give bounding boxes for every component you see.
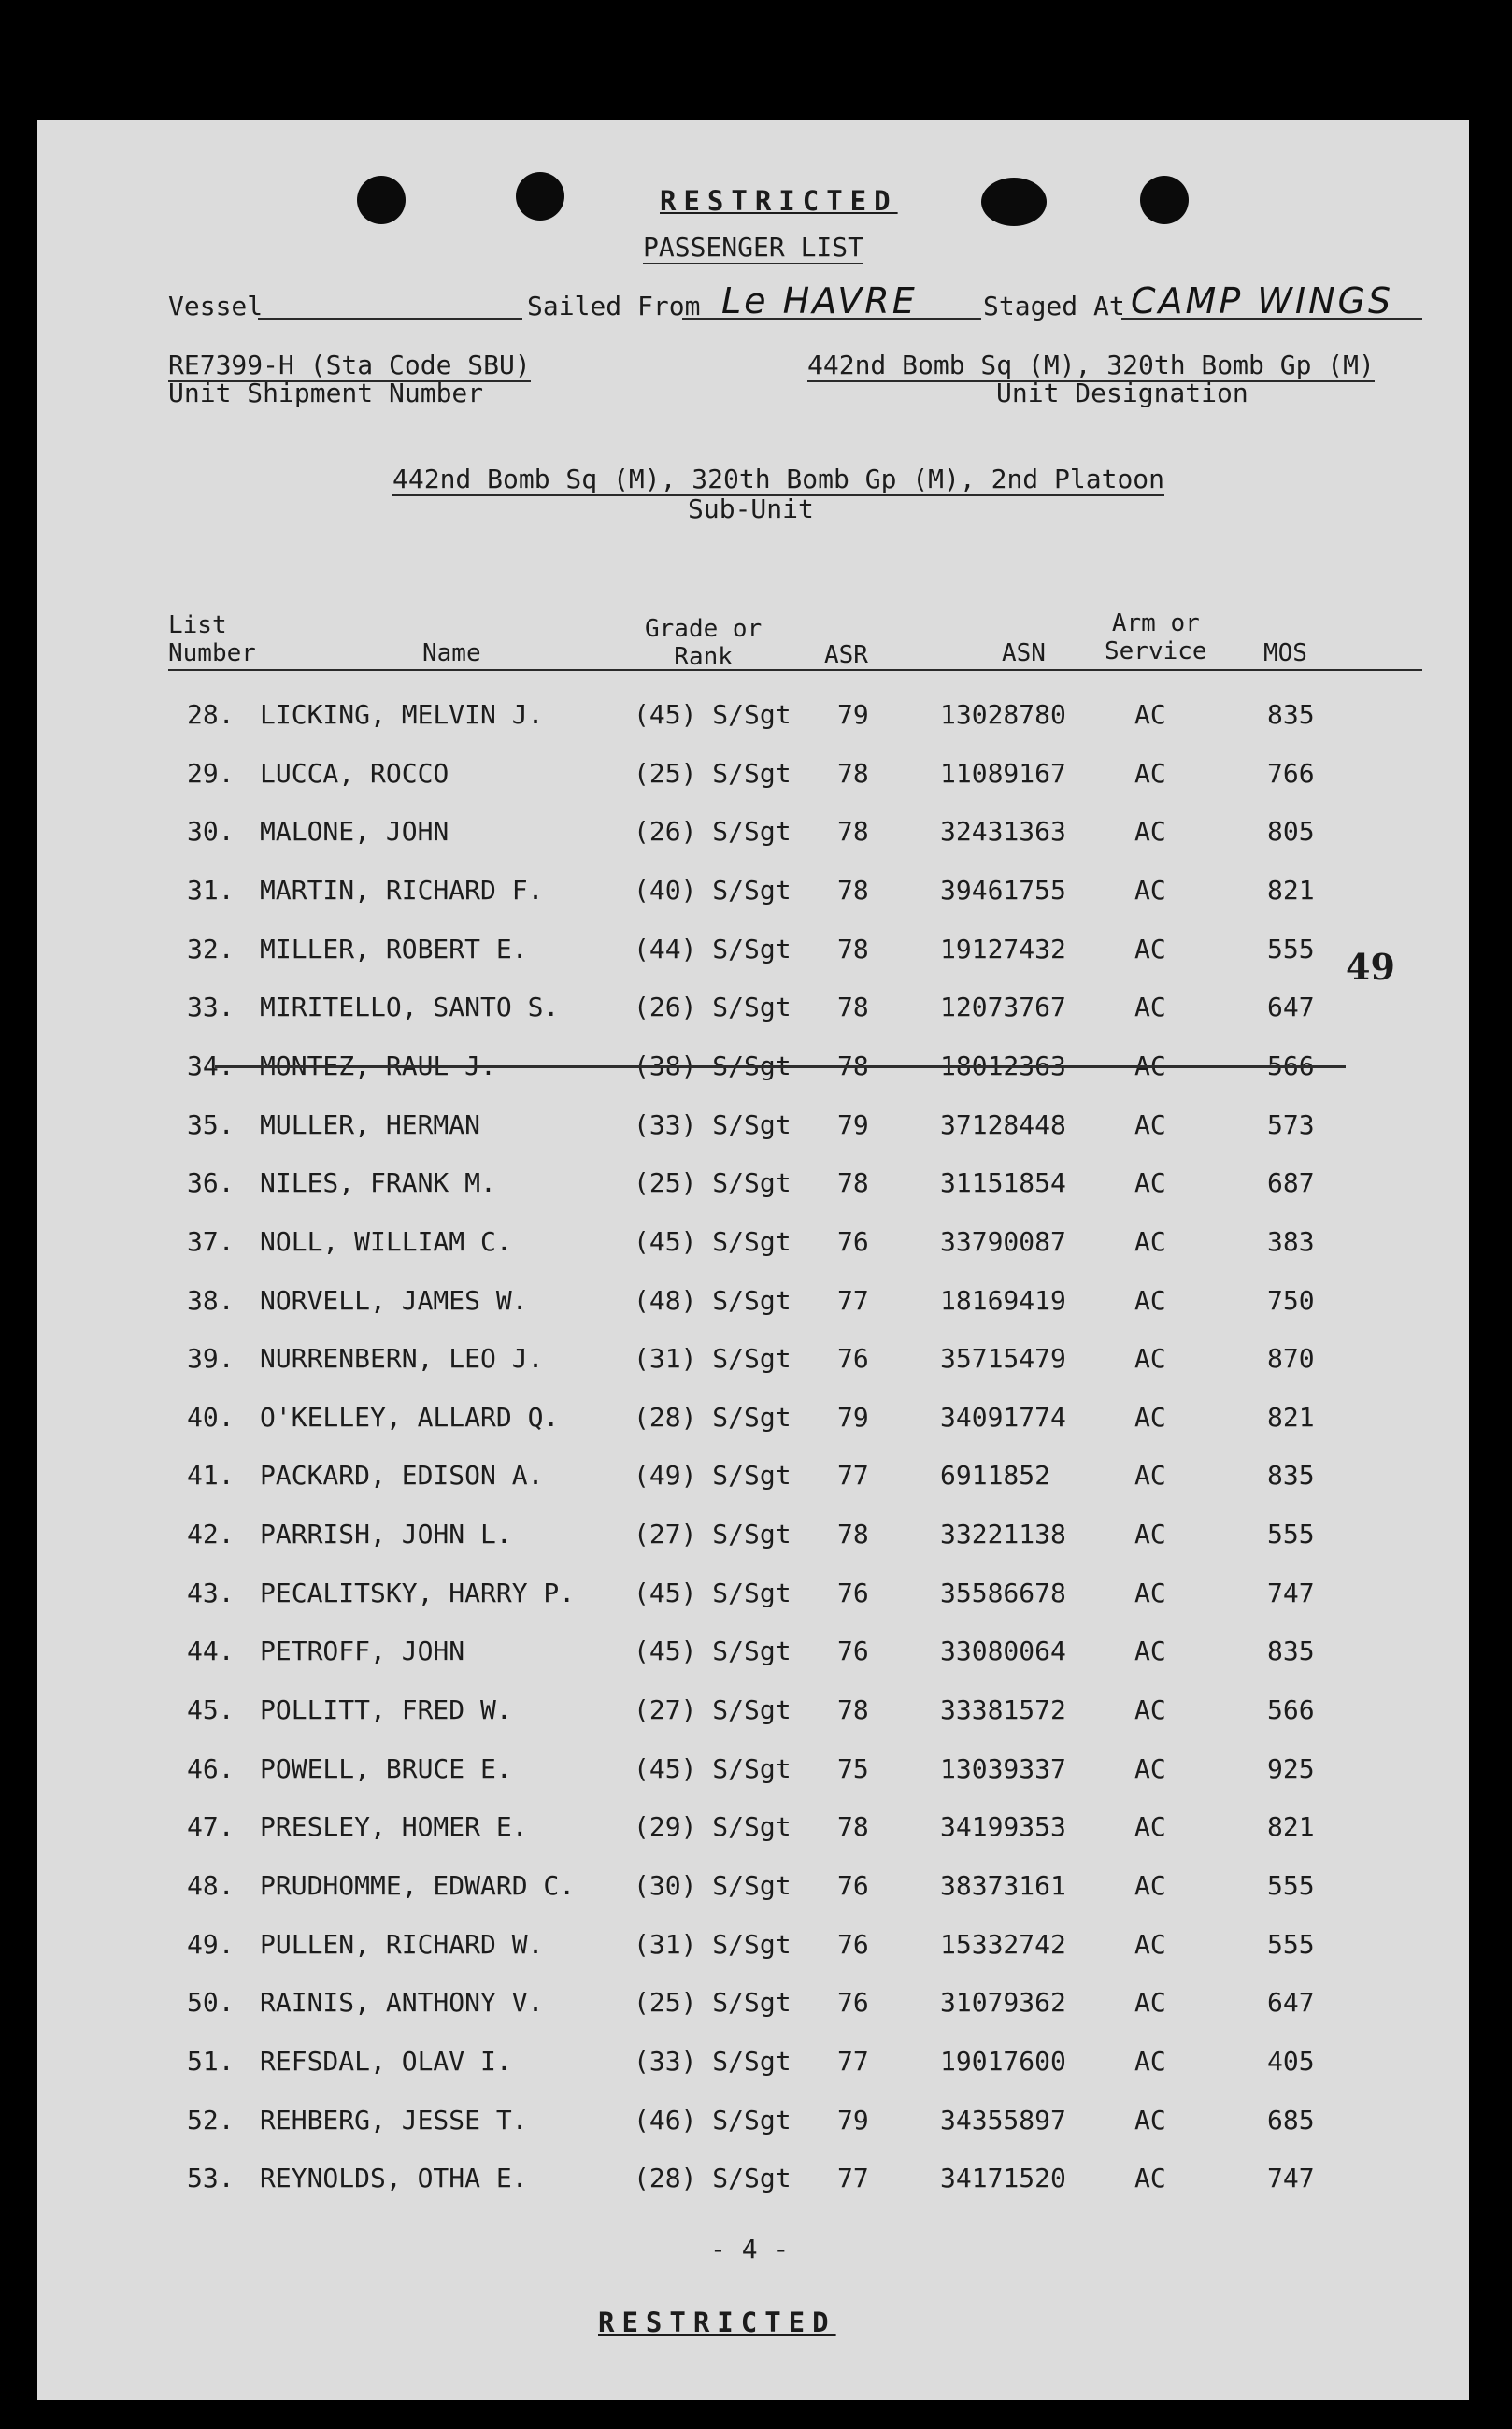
arm-service-value: AC [1134,2163,1166,2194]
asr-value: 77 [837,2163,869,2194]
table-row [37,1402,1469,1439]
asn-value: 32431363 [940,816,1066,848]
asr-value: 76 [837,1636,869,1667]
list-number: 50. [187,1987,235,2019]
arm-service-value: AC [1134,1519,1166,1550]
asn-value: 19017600 [940,2045,1066,2077]
restricted-header: RESTRICTED [660,185,898,217]
col-grade-line1: Grade or [645,615,763,643]
mos-value: 685 [1267,2104,1315,2136]
grade-rank: (29) S/Sgt [634,1811,792,1843]
sailed-from-value: Le HAVRE [721,280,918,321]
asr-value: 77 [837,1460,869,1492]
col-arm-service [1105,609,1207,665]
arm-service-value: AC [1134,1694,1166,1726]
passenger-name: NURRENBERN, LEO J. [260,1343,544,1375]
asn-value: 18169419 [940,1284,1066,1316]
grade-rank: (31) S/Sgt [634,1928,792,1960]
passenger-name: LICKING, MELVIN J. [260,699,544,730]
grade-rank: (25) S/Sgt [634,757,792,789]
grade-rank: (27) S/Sgt [634,1519,792,1550]
asn-value: 12073767 [940,992,1066,1023]
mos-value: 805 [1267,816,1315,848]
list-number: 35. [187,1108,235,1140]
table-row [37,1753,1469,1791]
list-number: 42. [187,1519,235,1550]
passenger-name: PARRISH, JOHN L. [260,1519,512,1550]
col-grade [645,615,762,671]
asr-value: 78 [837,1519,869,1550]
asr-value: 79 [837,1108,869,1140]
passenger-name: NILES, FRANK M. [260,1167,496,1199]
asr-value: 76 [837,1225,869,1257]
arm-service-value: AC [1134,1167,1166,1199]
passenger-name: PRESLEY, HOMER E. [260,1811,528,1843]
mos-value: 555 [1267,1870,1315,1901]
table-row [37,992,1469,1029]
sailed-from-label: Sailed From [527,291,701,321]
list-number: 41. [187,1460,235,1492]
grade-rank: (33) S/Sgt [634,2045,792,2077]
vessel-value-line [258,318,522,320]
passenger-name: PULLEN, RICHARD W. [260,1928,544,1960]
col-asr: ASR [824,641,868,669]
mos-value: 835 [1267,699,1315,730]
sub-unit: 442nd Bomb Sq (M), 320th Bomb Gp (M), 2nd Platoon [392,464,1165,494]
asr-value: 78 [837,933,869,964]
passenger-name: RAINIS, ANTHONY V. [260,1987,544,2019]
asn-value: 19127432 [940,933,1066,964]
asr-value: 76 [837,1577,869,1608]
arm-service-value: AC [1134,2045,1166,2077]
asr-value: 78 [837,1694,869,1726]
mos-value: 766 [1267,757,1315,789]
table-row [37,1050,1469,1088]
list-number: 38. [187,1284,235,1316]
table-row [37,1987,1469,2024]
list-number: 40. [187,1401,235,1433]
sub-unit-label: Sub-Unit [688,493,814,524]
grade-rank: (40) S/Sgt [634,874,792,906]
passenger-name: POLLITT, FRED W. [260,1694,512,1726]
passenger-name: O'KELLEY, ALLARD Q. [260,1401,560,1433]
asr-value: 76 [837,1987,869,2019]
asn-value: 34091774 [940,1401,1066,1433]
mos-value: 835 [1267,1636,1315,1667]
arm-service-value: AC [1134,1987,1166,2019]
arm-service-value: AC [1134,1225,1166,1257]
list-number: 34. [187,1050,235,1081]
asn-value: 33790087 [940,1225,1066,1257]
mos-value: 747 [1267,2163,1315,2194]
punch-hole-1 [357,176,406,224]
asn-value: 35715479 [940,1343,1066,1375]
passenger-name: NORVELL, JAMES W. [260,1284,528,1316]
asn-value: 37128448 [940,1108,1066,1140]
mos-value: 925 [1267,1752,1315,1784]
table-row [37,1167,1469,1205]
arm-service-value: AC [1134,1870,1166,1901]
arm-service-value: AC [1134,816,1166,848]
col-list-number [168,611,256,667]
unit-designation-label: Unit Designation [996,378,1248,408]
table-row [37,1343,1469,1380]
asn-value: 6911852 [940,1460,1051,1492]
staged-at-value: CAMP WINGS [1131,280,1394,321]
unit-shipment-number: RE7399-H (Sta Code SBU) [168,350,531,380]
passenger-name: MILLER, ROBERT E. [260,933,528,964]
asn-value: 34171520 [940,2163,1066,2194]
table-row [37,1578,1469,1615]
arm-service-value: AC [1134,1577,1166,1608]
arm-service-value: AC [1134,1050,1166,1081]
grade-rank: (28) S/Sgt [634,1401,792,1433]
asr-value: 79 [837,2104,869,2136]
grade-rank: (49) S/Sgt [634,1460,792,1492]
margin-note: 49 [1346,946,1395,988]
passenger-name: NOLL, WILLIAM C. [260,1225,512,1257]
mos-value: 647 [1267,1987,1315,2019]
asn-value: 31079362 [940,1987,1066,2019]
list-number: 43. [187,1577,235,1608]
table-row [37,2046,1469,2083]
asr-value: 78 [837,1811,869,1843]
mos-value: 687 [1267,1167,1315,1199]
arm-service-value: AC [1134,757,1166,789]
passenger-name: PACKARD, EDISON A. [260,1460,544,1492]
list-number: 32. [187,933,235,964]
grade-rank: (33) S/Sgt [634,1108,792,1140]
mos-value: 821 [1267,1811,1315,1843]
grade-rank: (31) S/Sgt [634,1343,792,1375]
mos-value: 383 [1267,1225,1315,1257]
passenger-name: PRUDHOMME, EDWARD C. [260,1870,576,1901]
asn-value: 33080064 [940,1636,1066,1667]
grade-rank: (38) S/Sgt [634,1050,792,1081]
page-number: - 4 - [710,2234,790,2265]
passenger-name: REHBERG, JESSE T. [260,2104,528,2136]
mos-value: 747 [1267,1577,1315,1608]
list-number: 49. [187,1928,235,1960]
grade-rank: (44) S/Sgt [634,933,792,964]
mos-value: 821 [1267,1401,1315,1433]
grade-rank: (45) S/Sgt [634,1225,792,1257]
passenger-name: POWELL, BRUCE E. [260,1752,512,1784]
list-number: 29. [187,757,235,789]
list-number: 45. [187,1694,235,1726]
arm-service-value: AC [1134,933,1166,964]
mos-value: 566 [1267,1694,1315,1726]
grade-rank: (45) S/Sgt [634,1752,792,1784]
mos-value: 750 [1267,1284,1315,1316]
table-row [37,1226,1469,1264]
asn-value: 11089167 [940,757,1066,789]
table-row [37,1519,1469,1556]
table-row [37,816,1469,853]
table-row [37,758,1469,795]
table-row [37,1636,1469,1673]
col-list-number-line1: List [168,611,227,639]
table-row [37,2105,1469,2142]
col-grade-line2: Rank [674,643,733,671]
col-arm-line1: Arm or [1111,609,1200,637]
asr-value: 77 [837,2045,869,2077]
table-row [37,1460,1469,1497]
asr-value: 77 [837,1284,869,1316]
asr-value: 78 [837,992,869,1023]
list-number: 51. [187,2045,235,2077]
asn-value: 34355897 [940,2104,1066,2136]
punch-hole-4 [1140,176,1189,224]
asr-value: 75 [837,1752,869,1784]
list-number: 48. [187,1870,235,1901]
grade-rank: (25) S/Sgt [634,1987,792,2019]
arm-service-value: AC [1134,2104,1166,2136]
arm-service-value: AC [1134,1108,1166,1140]
list-number: 28. [187,699,235,730]
asn-value: 15332742 [940,1928,1066,1960]
col-name: Name [422,639,481,667]
passenger-list-title: PASSENGER LIST [643,232,864,263]
asn-value: 31151854 [940,1167,1066,1199]
restricted-footer: RESTRICTED [598,2307,836,2338]
mos-value: 555 [1267,933,1315,964]
passenger-name: MALONE, JOHN [260,816,449,848]
list-number: 47. [187,1811,235,1843]
table-row [37,1929,1469,1966]
passenger-name: MONTEZ, RAUL J. [260,1050,496,1081]
asn-value: 35586678 [940,1577,1066,1608]
grade-rank: (28) S/Sgt [634,2163,792,2194]
asr-value: 79 [837,1401,869,1433]
mos-value: 405 [1267,2045,1315,2077]
table-row [37,1109,1469,1147]
table-row [37,1811,1469,1849]
asr-value: 78 [837,816,869,848]
asr-value: 78 [837,1167,869,1199]
header-rule [168,669,1422,671]
asn-value: 33381572 [940,1694,1066,1726]
list-number: 30. [187,816,235,848]
grade-rank: (26) S/Sgt [634,992,792,1023]
grade-rank: (25) S/Sgt [634,1167,792,1199]
passenger-name: PECALITSKY, HARRY P. [260,1577,576,1608]
asr-value: 76 [837,1870,869,1901]
passenger-name: REYNOLDS, OTHA E. [260,2163,528,2194]
staged-at-label: Staged At [983,291,1125,321]
asn-value: 34199353 [940,1811,1066,1843]
arm-service-value: AC [1134,1811,1166,1843]
punch-hole-3 [981,178,1047,226]
vessel-label: Vessel [168,291,264,321]
document-page [37,120,1469,2400]
arm-service-value: AC [1134,1284,1166,1316]
passenger-name: PETROFF, JOHN [260,1636,465,1667]
grade-rank: (45) S/Sgt [634,1636,792,1667]
col-mos: MOS [1263,639,1307,667]
table-row [37,1870,1469,1907]
col-asn: ASN [1002,639,1046,667]
list-number: 44. [187,1636,235,1667]
asn-value: 39461755 [940,874,1066,906]
asn-value: 33221138 [940,1519,1066,1550]
mos-value: 870 [1267,1343,1315,1375]
arm-service-value: AC [1134,992,1166,1023]
col-list-number-line2: Number [168,639,256,667]
list-number: 46. [187,1752,235,1784]
list-number: 53. [187,2163,235,2194]
table-row [37,934,1469,971]
arm-service-value: AC [1134,699,1166,730]
list-number: 31. [187,874,235,906]
table-row [37,875,1469,912]
arm-service-value: AC [1134,1928,1166,1960]
arm-service-value: AC [1134,1401,1166,1433]
grade-rank: (46) S/Sgt [634,2104,792,2136]
list-number: 36. [187,1167,235,1199]
grade-rank: (48) S/Sgt [634,1284,792,1316]
mos-value: 566 [1267,1050,1315,1081]
grade-rank: (45) S/Sgt [634,699,792,730]
arm-service-value: AC [1134,874,1166,906]
mos-value: 835 [1267,1460,1315,1492]
grade-rank: (45) S/Sgt [634,1577,792,1608]
asr-value: 78 [837,874,869,906]
arm-service-value: AC [1134,1460,1166,1492]
list-number: 33. [187,992,235,1023]
mos-value: 573 [1267,1108,1315,1140]
list-number: 39. [187,1343,235,1375]
passenger-name: MULLER, HERMAN [260,1108,481,1140]
passenger-name: MARTIN, RICHARD F. [260,874,544,906]
table-row [37,2163,1469,2200]
passenger-name: MIRITELLO, SANTO S. [260,992,560,1023]
arm-service-value: AC [1134,1343,1166,1375]
asr-value: 76 [837,1928,869,1960]
asn-value: 18012363 [940,1050,1066,1081]
unit-shipment-number-label: Unit Shipment Number [168,378,484,408]
grade-rank: (27) S/Sgt [634,1694,792,1726]
asr-value: 76 [837,1343,869,1375]
punch-hole-2 [516,172,564,221]
asn-value: 13039337 [940,1752,1066,1784]
table-row [37,1285,1469,1322]
table-row [37,1694,1469,1732]
grade-rank: (30) S/Sgt [634,1870,792,1901]
unit-designation: 442nd Bomb Sq (M), 320th Bomb Gp (M) [807,350,1375,380]
asr-value: 79 [837,699,869,730]
asr-value: 78 [837,757,869,789]
list-number: 52. [187,2104,235,2136]
mos-value: 555 [1267,1928,1315,1960]
asr-value: 78 [837,1050,869,1081]
asn-value: 38373161 [940,1870,1066,1901]
arm-service-value: AC [1134,1636,1166,1667]
mos-value: 821 [1267,874,1315,906]
mos-value: 647 [1267,992,1315,1023]
passenger-name: LUCCA, ROCCO [260,757,449,789]
passenger-name: REFSDAL, OLAV I. [260,2045,512,2077]
mos-value: 555 [1267,1519,1315,1550]
asn-value: 13028780 [940,699,1066,730]
list-number: 37. [187,1225,235,1257]
table-row [37,699,1469,736]
strikethrough-line [215,1065,1346,1068]
arm-service-value: AC [1134,1752,1166,1784]
grade-rank: (26) S/Sgt [634,816,792,848]
col-arm-line2: Service [1105,637,1207,665]
